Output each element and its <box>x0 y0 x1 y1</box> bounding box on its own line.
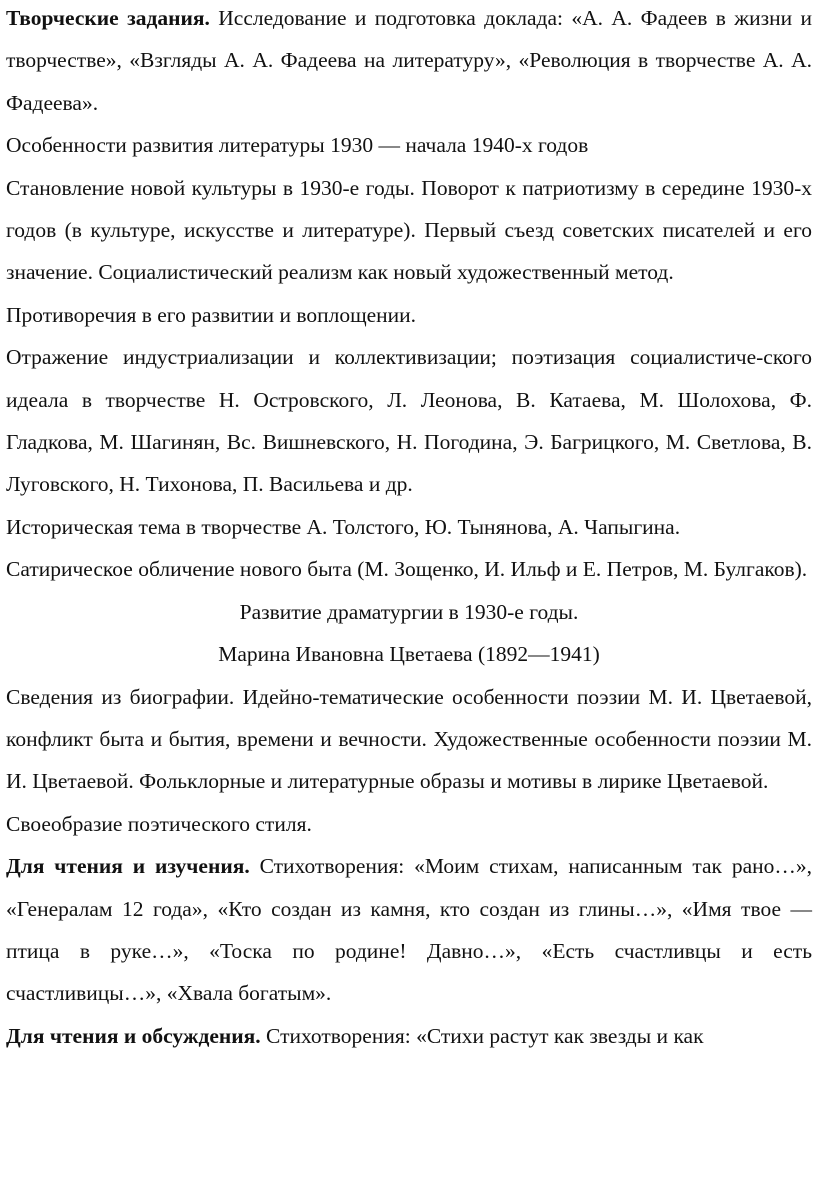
section-heading: Особенности развития литературы 1930 — начала 1940-х годов <box>6 133 589 158</box>
tsvetaeva-heading: Марина Ивановна Цветаева (1892—1941) <box>218 642 600 667</box>
creative-tasks-label: Творческие задания. <box>6 6 210 30</box>
reading-study-label: Для чтения и изучения. <box>6 854 250 879</box>
reading-study-paragraph <box>6 845 812 1015</box>
creative-tasks-text: Исследование и подготовка доклада: «А. А. Фадеев в жизни и творчестве», «Взгляды А. А. Фадеева на литературу», «Революция в творчестве А. А. Фадеева». <box>6 6 813 115</box>
industrialization-paragraph: Отражение индустриализации и коллективизации; поэтизация социалистиче-ского идеала в творчестве Н. Островского, Л. Леонова, В. Катаева, М. Шолохова, Ф. Гладкова, М. Шагинян, Вс. Вишневского, Н. Погодина, Э. Багрицкого, М. Светлова, В. Луговского, Н. Тихонова, П. Васильева и др. <box>6 345 812 497</box>
reading-discussion-paragraph <box>6 1015 812 1057</box>
poetic-style-paragraph: Своеобразие поэтического стиля. <box>6 811 312 836</box>
creative-tasks-paragraph <box>6 0 812 124</box>
contradictions-paragraph: Противоречия в его развитии и воплощении. <box>6 302 417 327</box>
new-culture-paragraph: Становление новой культуры в 1930-е годы. Поворот к патриотизму в середине 1930-х годов (в культуре, искусстве и литературе). Первый съезд советских писателей и его значение. Социалистический реализм как новый художественный метод. <box>6 175 812 285</box>
historical-theme-paragraph: Историческая тема в творчестве А. Толстого, Ю. Тынянова, А. Чапыгина. <box>6 514 681 539</box>
drama-heading: Развитие драматургии в 1930-е годы. <box>239 599 579 624</box>
document-page <box>6 0 812 1057</box>
reading-study-text: Стихотворения: «Моим стихам, написанным так рано…», «Генералам 12 года», «Кто создан из камня, кто создан из глины…», «Имя твое — птица в руке…», «Тоска по родине! Давно…», «Есть счастливцы и есть счастливицы…», «Хвала богатым». <box>6 854 812 1006</box>
biography-paragraph: Сведения из биографии. Идейно-тематические особенности поэзии М. И. Цветаевой, конфликт быта и бытия, времени и вечности. Художественные особенности поэзии М. И. Цветаевой. Фольклорные и литературные образы и мотивы в лирике Цветаевой. <box>6 684 812 794</box>
reading-discussion-text: Стихотворения: «Стихи растут как звезды и как <box>266 1023 704 1048</box>
reading-discussion-label: Для чтения и обсуждения. <box>6 1023 261 1048</box>
satire-paragraph: Сатирическое обличение нового быта (М. Зощенко, И. Ильф и Е. Петров, М. Булгаков). <box>6 557 808 582</box>
